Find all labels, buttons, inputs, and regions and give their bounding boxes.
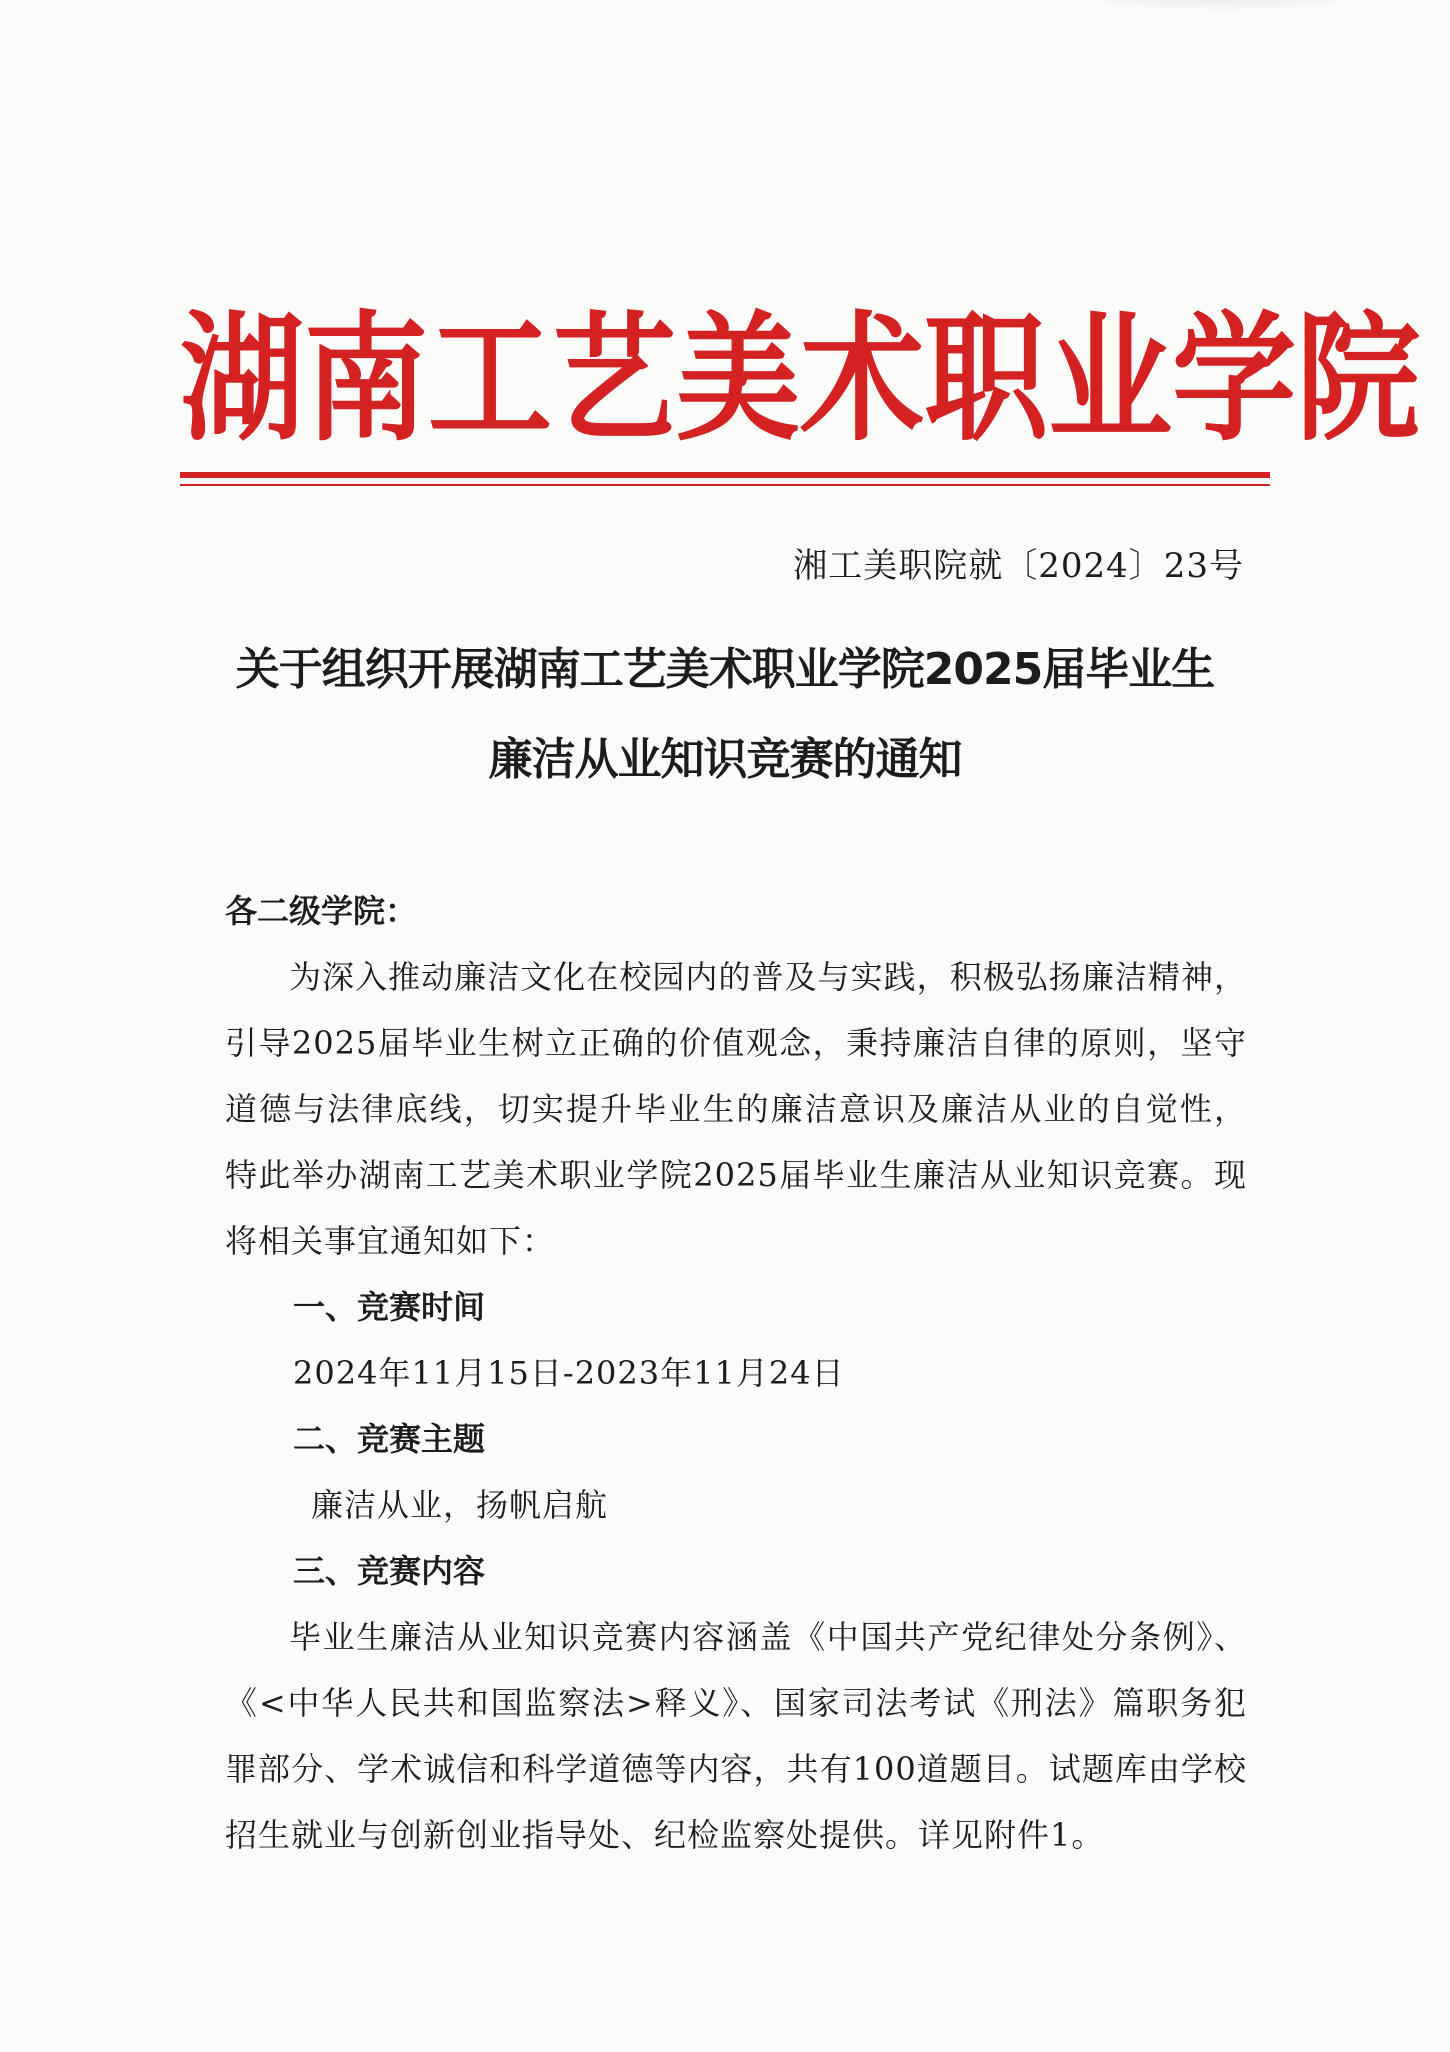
masthead-char: 术 — [800, 298, 925, 461]
masthead-char: 南 — [304, 298, 429, 461]
scan-shadow — [1040, 0, 1400, 10]
masthead-char: 院 — [1296, 298, 1421, 461]
masthead-rule — [180, 472, 1270, 478]
masthead-char: 业 — [1048, 298, 1173, 461]
document-body — [225, 878, 1247, 1868]
section-heading: 三、竞赛内容 — [293, 1552, 486, 1590]
document-number: 湘工美职院就〔2024〕23号 — [793, 546, 1244, 586]
title-line-1: 关于组织开展湖南工艺美术职业学院2025届毕业生 — [235, 644, 1215, 695]
section-heading: 二、竞赛主题 — [293, 1420, 486, 1458]
masthead-char: 学 — [1172, 298, 1297, 461]
masthead-char: 湖 — [180, 298, 305, 461]
section-text: 廉洁从业，扬帆启航 — [311, 1486, 609, 1524]
masthead-rule-thin — [180, 484, 1270, 486]
masthead-char: 美 — [676, 298, 801, 461]
intro-paragraph: 为深入推动廉洁文化在校园内的普及与实践，积极弘扬廉洁精神，引导2025届毕业生树立正确的价值观念，秉持廉洁自律的原则，坚守道德与法律底线，切实提升毕业生的廉洁意识及廉洁从业的自觉性，特此举办湖南工艺美术职业学院2025届毕业生廉洁从业知识竞赛。现将相关事宜通知如下： — [225, 958, 1247, 1260]
section-text: 2024年11月15日-2023年11月24日 — [293, 1354, 845, 1392]
masthead-char: 艺 — [552, 298, 677, 461]
section-heading: 一、竞赛时间 — [293, 1288, 486, 1326]
section-paragraph: 毕业生廉洁从业知识竞赛内容涵盖《中国共产党纪律处分条例》、《<中华人民共和国监察法>释义》、国家司法考试《刑法》篇职务犯罪部分、学术诚信和科学道德等内容，共有100道题目。试题库由学校招生就业与创新创业指导处、纪检监察处提供。详见附件1。 — [225, 1618, 1247, 1854]
masthead — [180, 279, 1421, 481]
title-line-2: 廉洁从业知识竞赛的通知 — [488, 734, 962, 785]
salutation: 各二级学院： — [225, 892, 418, 930]
masthead-char: 工 — [428, 298, 553, 461]
masthead-char: 职 — [924, 298, 1049, 461]
document-title — [180, 625, 1270, 805]
